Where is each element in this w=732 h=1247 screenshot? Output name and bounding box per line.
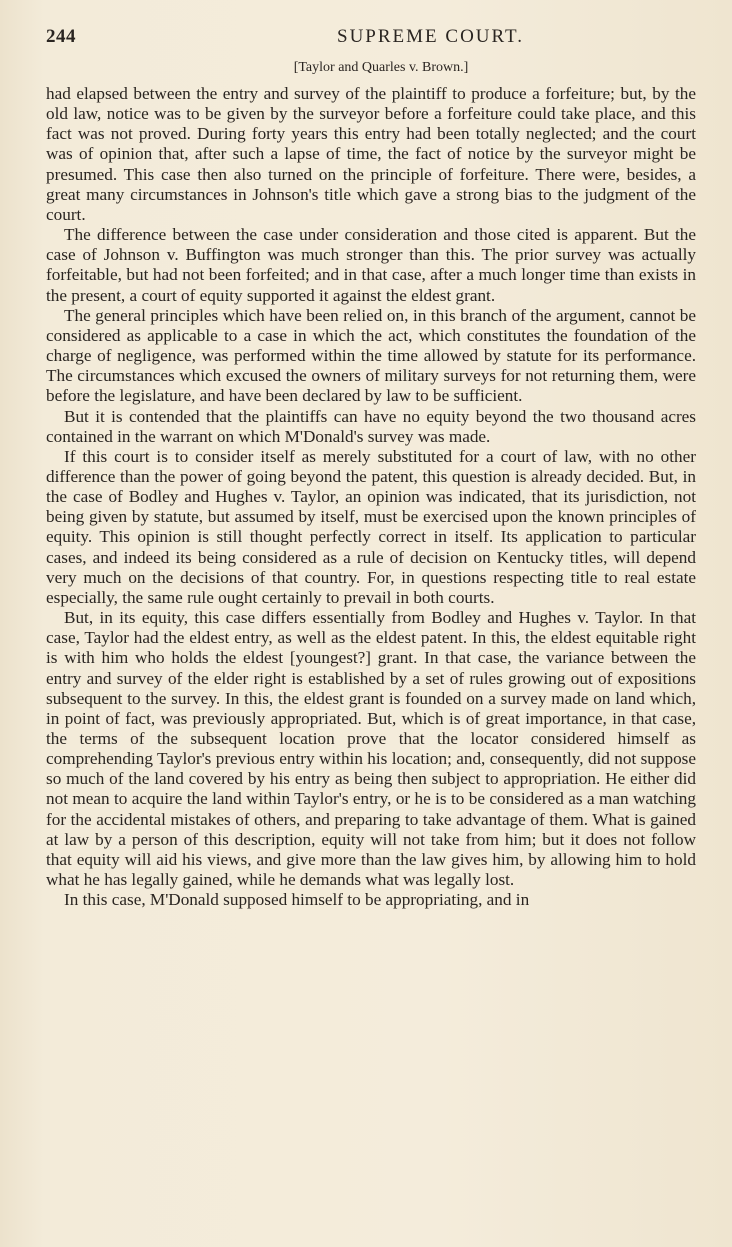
running-title: SUPREME COURT.: [337, 26, 524, 47]
paragraph-1: had elapsed between the entry and survey of the plaintiff to produce a forfeiture; but, by the old law, notice was to be given by the surveyor before a forfeiture could take place, and this fact was not proved. During forty years this entry had been totally neglected; and the court was of opinion that, after such a lapse of time, the fact of notice by the surveyor might be presumed. This case then also turned on the principle of forfeiture. There were, besides, a great many circumstances in Johnson's title which gave a strong bias to the judgment of the court.: [46, 84, 696, 224]
case-caption: [Taylor and Quarles v. Brown.]: [293, 60, 469, 75]
paragraph-7: In this case, M'Donald supposed himself to be appropriating, and in: [64, 890, 530, 910]
body-text: [46, 84, 696, 910]
paragraph-4: But it is contended that the plaintiffs can have no equity beyond the two thousand acres contained in the warrant on which M'Donald's survey was made.: [46, 406, 696, 446]
running-head: [46, 26, 696, 58]
paragraph-3: The general principles which have been relied on, in this branch of the argument, cannot be considered as applicable to a case in which the act, which constitutes the foundation of the charge of negligence, was performed within the time allowed by statute for its performance. The circumstances which excused the owners of military surveys for not returning them, were before the legislature, and have been declared by law to be sufficient.: [46, 305, 696, 406]
paragraph-6: But, in its equity, this case differs essentially from Bodley and Hughes v. Taylor. In that case, Taylor had the eldest entry, as well as the eldest patent. In this, the eldest equitable right is with him who holds the eldest [youngest?] grant. In that case, the variance between the entry and survey of the elder right is established by a set of rules growing out of expositions subsequent to the survey. In this, the eldest grant is founded on a survey made on land which, in point of fact, was previously appropriated. But, which is of great importance, in that case, the terms of the subsequent location prove that the locator considered himself as comprehending Taylor's previous entry within his location; and, consequently, did not suppose so much of the land covered by his entry as being then subject to appropriation. He either did not mean to acquire the land within Taylor's entry, or he is to be considered as a man watching for the accidental mistakes of others, and preparing to take advantage of them. What is gained at law by a person of this description, equity will not take from him; but it does not follow that equity will aid his views, and give more than the law gives him, by allowing him to hold what he has legally gained, while he demands what was legally lost.: [46, 608, 696, 890]
page-number: 244: [46, 26, 76, 47]
paragraph-5: If this court is to consider itself as merely substituted for a court of law, with no other difference than the power of going beyond the patent, this question is already decided. But, in the case of Bodley and Hughes v. Taylor, an opinion was indicated, that its jurisdiction, not being given by statute, but assumed by itself, must be exercised upon the known principles of equity. This opinion is still thought perfectly correct in itself. Its application to particular cases, and indeed its being considered as a rule of decision on Kentucky titles, will depend very much on the decisions of that country. For, in questions respecting title to real estate especially, the same rule ought certainly to prevail in both courts.: [46, 446, 696, 607]
paragraph-2: The difference between the case under consideration and those cited is apparent. But the case of Johnson v. Buffington was much stronger than this. The prior survey was actually forfeitable, but had not been forfeited; and in that case, after a much longer time than exists in the present, a court of equity supported it against the eldest grant.: [46, 225, 696, 305]
